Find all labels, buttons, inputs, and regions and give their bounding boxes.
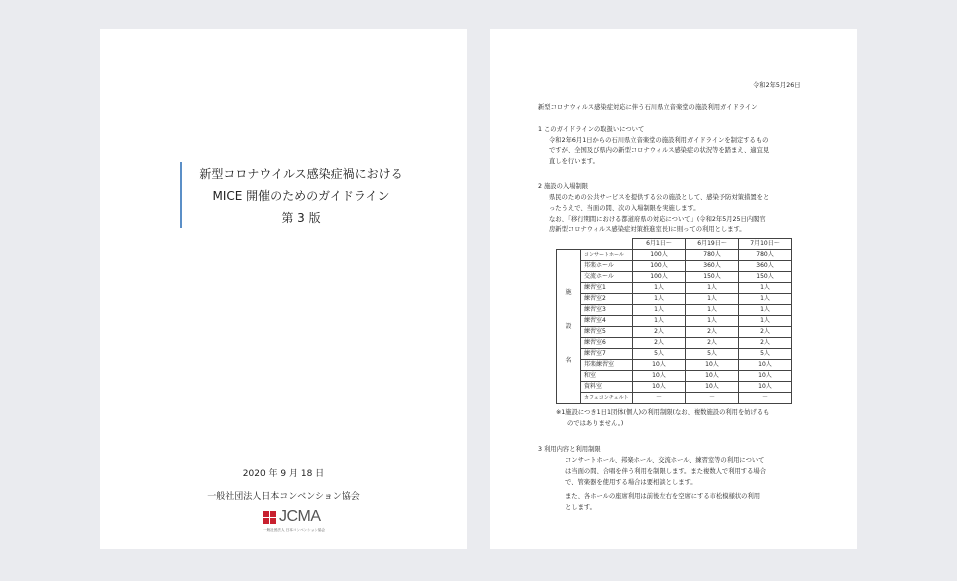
table-row: [557, 371, 792, 382]
capacity-table: [556, 238, 792, 404]
cover-organization: 一般社団法人日本コンベンション協会: [207, 492, 360, 502]
capacity-value: 5人: [739, 349, 792, 360]
table-row: [557, 382, 792, 393]
capacity-value: 1人: [739, 316, 792, 327]
capacity-value: 2人: [686, 338, 739, 349]
cover-title-line: 第 3 版: [281, 211, 321, 225]
logo-subtext: 一般社団法人 日本コンベンション協会: [263, 528, 326, 532]
capacity-value: 5人: [686, 349, 739, 360]
section-2-line: ったうえで、当面の間、次の入場制限を実施します。: [549, 205, 700, 212]
capacity-value: 1人: [633, 316, 686, 327]
capacity-value: 1人: [739, 283, 792, 294]
facility-name: 練習室5: [581, 327, 633, 338]
section-1-heading: 1 このガイドラインの取扱いについて: [538, 126, 645, 133]
capacity-value: 2人: [686, 327, 739, 338]
capacity-value: 100人: [633, 261, 686, 272]
table-row: [557, 316, 792, 327]
title-accent-bar: [180, 162, 182, 228]
facility-name: 練習室6: [581, 338, 633, 349]
capacity-value: 780人: [739, 250, 792, 261]
section-2-line: 房新型コロナウィルス感染症対策推進室長)に則っての利用とします。: [549, 226, 746, 233]
section-1-line: ですが、全国及び県内の新型コロナウィルス感染症の状況等を踏まえ、適宜見: [549, 147, 770, 154]
capacity-value: 1人: [686, 305, 739, 316]
capacity-value: 10人: [633, 371, 686, 382]
facility-name: カフェコンチェルト: [581, 393, 633, 404]
capacity-value: 10人: [739, 360, 792, 371]
capacity-value: 10人: [686, 382, 739, 393]
section-3-heading: 3 利用内容と利用制限: [538, 446, 601, 453]
capacity-value: 360人: [686, 261, 739, 272]
capacity-value: 1人: [686, 283, 739, 294]
column-header: 7月10日～: [739, 239, 792, 250]
table-row: [557, 272, 792, 283]
capacity-value: 10人: [739, 371, 792, 382]
capacity-value: 360人: [739, 261, 792, 272]
cover-title: [186, 163, 416, 229]
section-2-line: なお、「移行期間における都道府県の対応について」(令和2年5月25日内閣官: [549, 216, 766, 223]
table-row: [557, 360, 792, 371]
capacity-value: 5人: [633, 349, 686, 360]
facility-name: 練習室7: [581, 349, 633, 360]
section-3-line: コンサートホール、邦楽ホール、交流ホール、練習室等の利用について: [565, 457, 765, 464]
capacity-value: 10人: [739, 382, 792, 393]
table-row: [557, 305, 792, 316]
capacity-value: 2人: [739, 327, 792, 338]
facility-name: 邦楽練習室: [581, 360, 633, 371]
section-3-line: また、各ホールの座席利用は前後左右を空席にする市松模様状の利用: [565, 493, 761, 500]
document-date: 令和2年5月26日: [753, 82, 801, 89]
table-note-line: ※1施設につき1日1団体(個人)の利用制限(なお、複数施設の利用を妨げるも: [556, 409, 770, 416]
capacity-value: 100人: [633, 272, 686, 283]
capacity-value: －: [739, 393, 792, 404]
section-2-line: 県民のための公共サービスを提供する公の施設として、感染予防対策措置をと: [549, 194, 770, 201]
facility-name: 資料室: [581, 382, 633, 393]
capacity-value: 150人: [739, 272, 792, 283]
jcma-logo: [263, 508, 326, 536]
cover-title-line: 新型コロナウイルス感染症禍における: [199, 167, 403, 181]
cover-date: 2020 年 9 月 18 日: [242, 469, 325, 479]
facility-name: 邦楽ホール: [581, 261, 633, 272]
logo-text: JCMA: [279, 508, 321, 525]
capacity-value: 10人: [633, 382, 686, 393]
table-header-row: [557, 239, 792, 250]
table-row: [557, 294, 792, 305]
capacity-value: 10人: [686, 360, 739, 371]
table-row: [557, 261, 792, 272]
facility-name: 交流ホール: [581, 272, 633, 283]
header-blank: [581, 239, 633, 250]
capacity-value: 1人: [633, 305, 686, 316]
table-row: [557, 283, 792, 294]
table-row: [557, 327, 792, 338]
capacity-value: 1人: [686, 294, 739, 305]
capacity-value: 1人: [633, 294, 686, 305]
capacity-value: 780人: [686, 250, 739, 261]
header-blank: [557, 239, 581, 250]
capacity-value: 100人: [633, 250, 686, 261]
capacity-value: 10人: [633, 360, 686, 371]
table-row: [557, 338, 792, 349]
capacity-value: －: [686, 393, 739, 404]
facility-label-char: 施: [565, 288, 572, 296]
capacity-value: 10人: [686, 371, 739, 382]
section-1-line: 直しを行います。: [549, 158, 599, 165]
section-2-heading: 2 施設の入場制限: [538, 183, 589, 190]
cover-page: [100, 29, 467, 549]
logo-mark-icon: [263, 511, 276, 524]
facility-name: 練習室1: [581, 283, 633, 294]
facility-label-cell: [557, 250, 581, 404]
table-row: [557, 349, 792, 360]
section-3-line: とします。: [565, 504, 596, 511]
table-row: [557, 393, 792, 404]
capacity-value: 1人: [633, 283, 686, 294]
facility-name: 練習室4: [581, 316, 633, 327]
facility-name: 和室: [581, 371, 633, 382]
section-1-line: 令和2年6月1日からの石川県立音楽堂の施設利用ガイドラインを制定するもの: [549, 137, 769, 144]
facility-label-char: 名: [565, 356, 572, 364]
column-header: 6月1日～: [633, 239, 686, 250]
capacity-value: 1人: [739, 294, 792, 305]
section-3-line: で、管楽器を使用する場合は要相談とします。: [565, 479, 697, 486]
facility-name: 練習室2: [581, 294, 633, 305]
table-note-line: のではありません。): [567, 420, 624, 427]
capacity-value: 2人: [633, 327, 686, 338]
capacity-value: 2人: [739, 338, 792, 349]
facility-name: コンサートホール: [581, 250, 633, 261]
capacity-value: －: [633, 393, 686, 404]
guideline-page: [490, 29, 857, 549]
facility-name: 練習室3: [581, 305, 633, 316]
section-3-line: は当面の間、合唱を伴う利用を制限します。また複数人で利用する場合: [565, 468, 766, 475]
document-title: 新型コロナウィルス感染症対応に伴う石川県立音楽堂の施設利用ガイドライン: [538, 104, 758, 111]
capacity-value: 150人: [686, 272, 739, 283]
capacity-value: 2人: [633, 338, 686, 349]
facility-label-char: 設: [565, 322, 572, 330]
table-row: [557, 250, 792, 261]
cover-title-line: MICE 開催のためのガイドライン: [212, 189, 390, 203]
capacity-value: 1人: [739, 305, 792, 316]
capacity-value: 1人: [686, 316, 739, 327]
column-header: 6月19日～: [686, 239, 739, 250]
